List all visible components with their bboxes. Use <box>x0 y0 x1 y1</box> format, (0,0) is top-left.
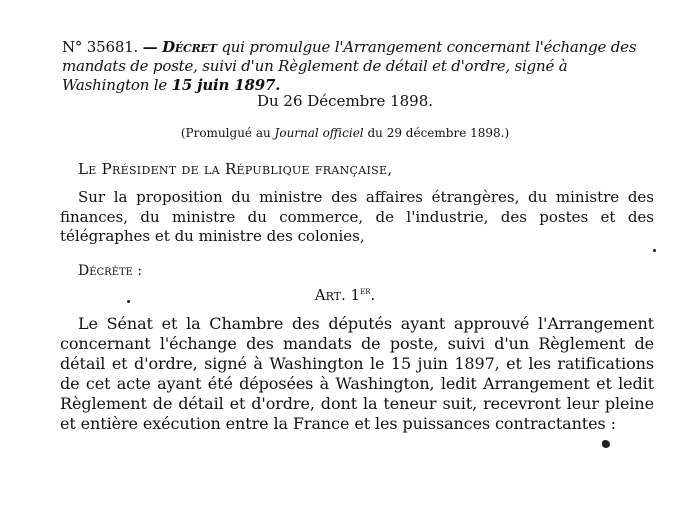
decrete-label: Décrète : <box>78 263 143 279</box>
proposal-paragraph: Sur la proposition du ministre des affaires étrangères, du ministre des finances, du ministre du commerce, de l'industrie, des postes et des télégraphes et du ministre des colonies, <box>60 188 654 245</box>
decree-date: Du 26 Décembre 1898. <box>256 92 434 110</box>
president-line: Le Président de la République française, <box>78 160 393 178</box>
decree-title-date: 15 juin 1897. <box>171 76 281 94</box>
decree-title: qui promulgue l'Arrangement concernant l'échange des mandats de poste, suivi d'un Règlement de détail et d'ordre, signé à Washington le <box>62 38 637 94</box>
decree-dash: — <box>142 38 158 56</box>
decree-label: Décret <box>162 38 217 56</box>
article-title-end: . <box>370 286 376 304</box>
decree-number: N° 35681. <box>62 38 139 56</box>
promulgation-journal: Journal officiel <box>274 126 364 140</box>
article-title-text: Art. 1 <box>314 286 361 304</box>
decree-heading <box>62 38 654 95</box>
article-title-sup: er <box>360 286 371 297</box>
promulgation-suffix: du 29 décembre 1898.) <box>367 126 510 140</box>
ink-speck <box>127 300 130 303</box>
promulgation-prefix: (Promulgué au <box>180 126 271 140</box>
article-body: Le Sénat et la Chambre des députés ayant approuvé l'Arrangement concernant l'échange des mandats de poste, suivi d'un Règlement de détail et d'ordre, signé à Washington le 15 juin 1897, et les ratifications de cet acte ayant été déposées à Washington, ledit Arrangement et ledit Règlement de détail et d'ordre, dont la teneur suit, recevront leur pleine et entière exécution entre la France et les puissances contractantes : <box>60 314 654 433</box>
promulgation-note <box>0 125 690 141</box>
ink-speck <box>653 249 656 252</box>
article-title <box>0 283 690 304</box>
ink-speck <box>602 440 610 448</box>
